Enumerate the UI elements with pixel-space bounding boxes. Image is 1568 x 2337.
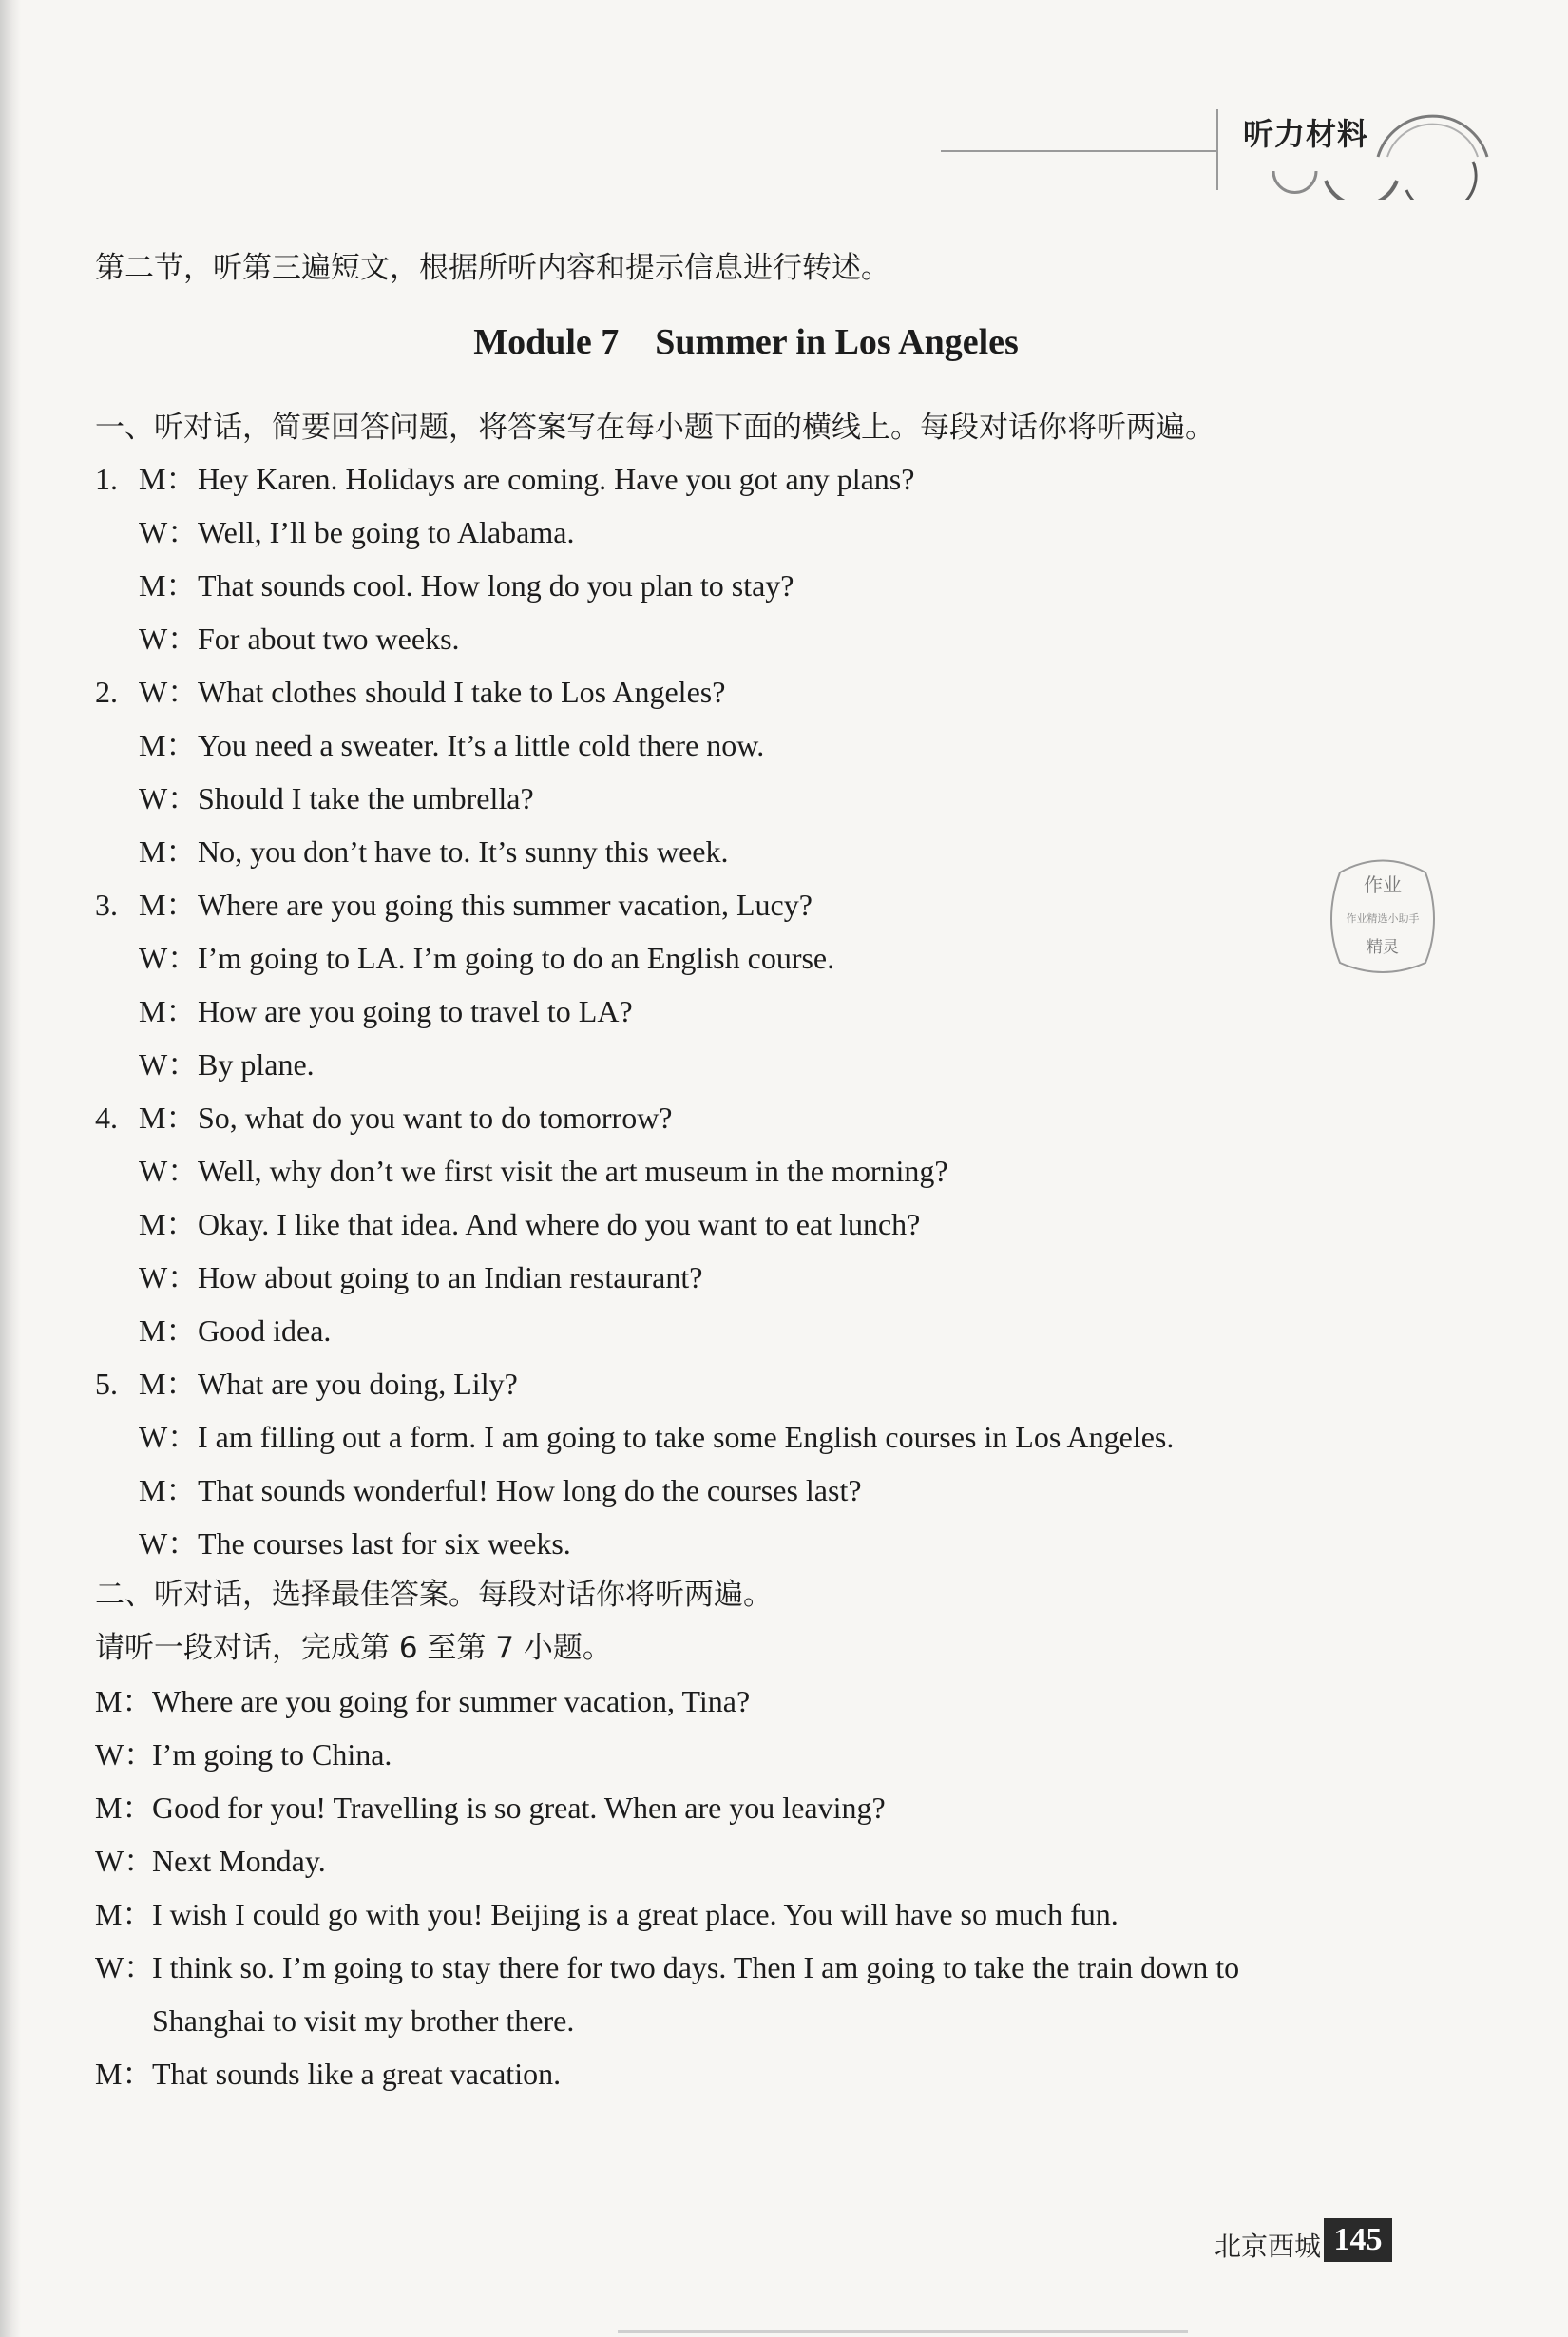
dialogue-line-continued: Shanghai to visit my brother there. <box>152 2003 575 2038</box>
speaker-label: M： <box>139 1313 197 1348</box>
dialogue-number: 1. <box>95 462 118 496</box>
dialogue-number: 2. <box>95 675 118 709</box>
speaker-label: M： <box>95 1684 153 1718</box>
bottom-edge-line <box>618 2330 1188 2333</box>
dialogue-line: I wish I could go with you! Beijing is a great place. You will have so much fun. <box>152 1897 1119 1931</box>
dialogue-number: 4. <box>95 1101 118 1135</box>
dialogue-line: What clothes should I take to Los Angeles? <box>198 675 726 709</box>
dialogue-line: I am filling out a form. I am going to take some English courses in Los Angeles. <box>198 1420 1175 1454</box>
speaker-label: W： <box>139 515 199 549</box>
section-intro: 第二节，听第三遍短文，根据所听内容和提示信息进行转述。 <box>95 251 890 285</box>
speaker-label: M： <box>95 2057 153 2091</box>
speaker-label: W： <box>139 1047 199 1082</box>
dialogue-line: No, you don’t have to. It’s sunny this week. <box>198 834 729 869</box>
speaker-label: M： <box>139 728 197 762</box>
dialogue-number: 5. <box>95 1367 118 1401</box>
speaker-label: M： <box>95 1791 153 1825</box>
header-ornament-icon <box>1235 105 1492 200</box>
dialogue-line: That sounds wonderful! How long do the courses last? <box>198 1473 862 1507</box>
dialogue-line: That sounds like a great vacation. <box>152 2057 562 2091</box>
speaker-label: W： <box>139 622 199 656</box>
speaker-label: W： <box>95 1950 155 1984</box>
speaker-label: M： <box>139 1367 197 1401</box>
speaker-label: W： <box>139 941 199 975</box>
dialogue-line: How about going to an Indian restaurant? <box>198 1260 703 1294</box>
speaker-label: M： <box>95 1897 153 1931</box>
dialogue-line: What are you doing, Lily? <box>198 1367 518 1401</box>
page-number: 145 <box>1324 2218 1392 2262</box>
speaker-label: W： <box>139 1526 199 1561</box>
footer-region: 北京西城 <box>1214 2231 1322 2262</box>
header-rule <box>941 150 1216 152</box>
speaker-label: M： <box>139 1473 197 1507</box>
speaker-label: W： <box>139 1260 199 1294</box>
speaker-label: M： <box>139 888 197 922</box>
dialogue-line: Well, I’ll be going to Alabama. <box>198 515 575 549</box>
dialogue-line: That sounds cool. How long do you plan to stay? <box>198 568 794 603</box>
speaker-label: W： <box>95 1737 155 1772</box>
dialogue-line: The courses last for six weeks. <box>198 1526 571 1561</box>
header-divider <box>1216 109 1218 190</box>
dialogue-line: I think so. I’m going to stay there for two days. Then I am going to take the train down to <box>152 1950 1240 1984</box>
speaker-label: W： <box>139 675 199 709</box>
stamp-top-text: 作业 <box>1364 873 1402 896</box>
dialogue-line: Good idea. <box>198 1313 332 1348</box>
speaker-label: W： <box>95 1844 155 1878</box>
dialogue-line: I’m going to China. <box>152 1737 392 1772</box>
dialogue-line: Where are you going for summer vacation, Tina? <box>152 1684 751 1718</box>
module-title: Module 7 Summer in Los Angeles <box>473 322 1019 362</box>
dialogue-line: Good for you! Travelling is so great. When are you leaving? <box>152 1791 886 1825</box>
dialogue-line: By plane. <box>198 1047 315 1082</box>
dialogue-line: So, what do you want to do tomorrow? <box>198 1101 673 1135</box>
speaker-label: W： <box>139 1420 199 1454</box>
speaker-label: M： <box>139 994 197 1028</box>
dialogue-line: For about two weeks. <box>198 622 460 656</box>
part1-instruction: 一、听对话，简要回答问题，将答案写在每小题下面的横线上。每段对话你将听两遍。 <box>95 411 1214 445</box>
dialogue-line: Where are you going this summer vacation, Lucy? <box>198 888 813 922</box>
dialogue-number: 3. <box>95 888 118 922</box>
speaker-label: M： <box>139 834 197 869</box>
speaker-label: M： <box>139 1207 197 1241</box>
stamp-watermark-icon <box>1321 853 1444 982</box>
dialogue-line: Hey Karen. Holidays are coming. Have you got any plans? <box>198 462 915 496</box>
speaker-label: W： <box>139 1154 199 1188</box>
dialogue-line: Well, why don’t we first visit the art museum in the morning? <box>198 1154 948 1188</box>
speaker-label: W： <box>139 781 199 815</box>
dialogue-line: Okay. I like that idea. And where do you want to eat lunch? <box>198 1207 921 1241</box>
stamp-bottom-text: 精灵 <box>1367 938 1399 957</box>
dialogue-line: How are you going to travel to LA? <box>198 994 633 1028</box>
header-title: 听力材料 <box>1243 116 1369 152</box>
part2-subinstruction: 请听一段对话，完成第 6 至第 7 小题。 <box>95 1631 612 1665</box>
part2-instruction: 二、听对话，选择最佳答案。每段对话你将听两遍。 <box>95 1578 773 1612</box>
speaker-label: M： <box>139 1101 197 1135</box>
dialogue-line: Should I take the umbrella? <box>198 781 534 815</box>
stamp-middle-text: 作业精选小助手 <box>1346 912 1420 925</box>
dialogue-line: Next Monday. <box>152 1844 326 1878</box>
dialogue-line: I’m going to LA. I’m going to do an English course. <box>198 941 835 975</box>
dialogue-line: You need a sweater. It’s a little cold there now. <box>198 728 765 762</box>
speaker-label: M： <box>139 462 197 496</box>
speaker-label: M： <box>139 568 197 603</box>
